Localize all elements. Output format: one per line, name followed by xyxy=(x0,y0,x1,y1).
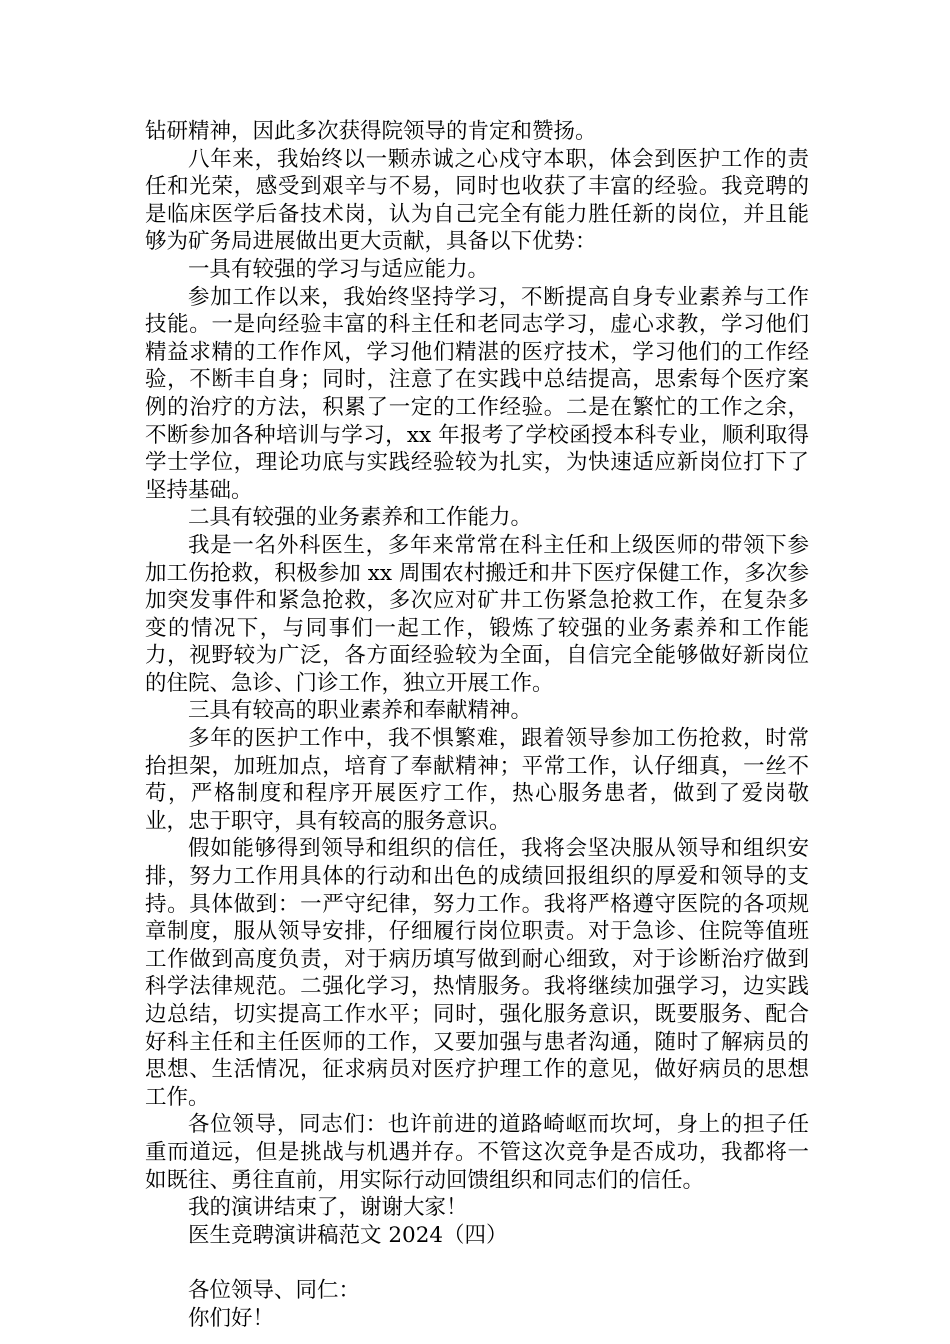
paragraph: 我是一名外科医生，多年来常常在科主任和上级医师的带领下参加工伤抢救，积极参加 xx 周围农村搬迁和井下医疗保健工作，多次参加突发事件和紧急抢救，多次应对矿井工伤紧急抢救工作，在复杂多变的情况下，与同事们一起工作，锻炼了较强的业务素养和工作能力，视野较为广泛，各方面经验较为全面，自信完全能够做好新岗位的住院、急诊、门诊工作，独立开展工作。 xyxy=(145,532,809,696)
section-heading: 三具有较高的职业素养和奉献精神。 xyxy=(188,698,533,724)
closing-line: 我的演讲结束了，谢谢大家！ xyxy=(188,1195,468,1221)
section-heading: 二具有较强的业务素养和工作能力。 xyxy=(188,505,533,531)
section-heading: 一具有较强的学习与适应能力。 xyxy=(188,256,490,282)
paragraph: 八年来，我始终以一颗赤诚之心戍守本职，体会到医护工作的责任和光荣，感受到艰辛与不易，同时也收获了丰富的经验。我竞聘的是临床医学后备技术岗，认为自己完全有能力胜任新的岗位，并且能够为矿务局进展做出更大贡献，具备以下优势： xyxy=(145,146,809,255)
blank-line xyxy=(145,1249,809,1277)
document-body xyxy=(145,118,809,1332)
salutation: 各位领导、同仁： xyxy=(188,1277,361,1303)
document-title: 医生竞聘演讲稿范文 2024（四） xyxy=(188,1222,508,1248)
paragraph: 多年的医护工作中，我不惧繁难，跟着领导参加工伤抢救，时常抬担架，加班加点，培育了奉献精神；平常工作，认仔细真，一丝不苟，严格制度和程序开展医疗工作，热心服务患者，做到了爱岗敬业，忠于职守，具有较高的服务意识。 xyxy=(145,726,809,834)
paragraph: 参加工作以来，我始终坚持学习，不断提高自身专业素养与工作技能。一是向经验丰富的科主任和老同志学习，虚心求教，学习他们精益求精的工作作风，学习他们精湛的医疗技术，学习他们的工作经验，不断丰自身；同时，注意了在实践中总结提高，思索每个医疗案例的治疗的方法，积累了一定的工作经验。二是在繁忙的工作之余，不断参加各种培训与学习，xx 年报考了学校函授本科专业，顺利取得学士学位，理论功底与实践经验较为扎实，为快速适应新岗位打下了坚持基础。 xyxy=(145,284,809,503)
paragraph: 各位领导，同志们：也许前进的道路崎岖而坎坷，身上的担子任重而道远，但是挑战与机遇并存。不管这次竞争是否成功，我都将一如既往、勇往直前，用实际行动回馈组织和同志们的信任。 xyxy=(145,1112,809,1193)
paragraph: 假如能够得到领导和组织的信任，我将会坚决服从领导和组织安排，努力工作用具体的行动和出色的成绩回报组织的厚爱和领导的支持。具体做到：一严守纪律，努力工作。我将严格遵守医院的各项规章制度，服从领导安排，仔细履行岗位职责。对于急诊、住院等值班工作做到高度负责，对于病历填写做到耐心细致，对于诊断治疗做到科学法律规范。二强化学习，热情服务。我将继续加强学习，边实践边总结，切实提高工作水平；同时，强化服务意识，既要服务、配合好科主任和主任医师的工作，又要加强与患者沟通，随时了解病员的思想、生活情况，征求病员对医疗护理工作的意见，做好病员的思想工作。 xyxy=(145,836,809,1110)
paragraph: 钻研精神，因此多次获得院领导的肯定和赞扬。 xyxy=(145,119,597,144)
greeting: 你们好！ xyxy=(188,1305,275,1331)
